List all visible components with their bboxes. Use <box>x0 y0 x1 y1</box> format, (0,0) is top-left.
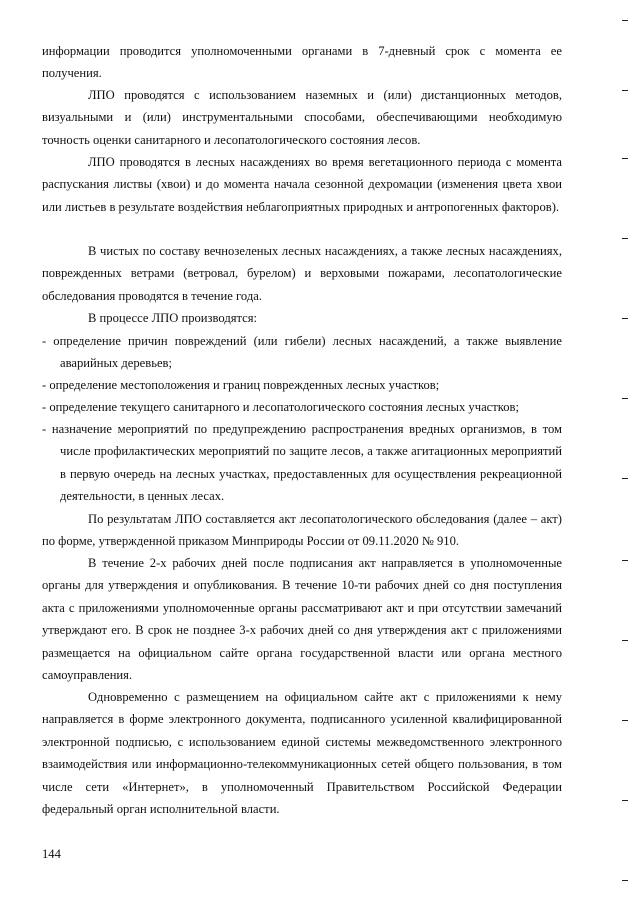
scan-mark <box>622 478 628 479</box>
list-item: - определение местоположения и границ поврежденных лесных участков; <box>42 378 440 392</box>
paragraph-approval: В течение 2-х рабочих дней после подписания акт направляется в уполномоченные органы для утверждения и опубликования. В течение 10-ти рабочих дней со дня поступления акта с приложениями уполномоченные органы рассматривают акт и при отсутствии замечаний утверждают его. В срок не позднее 3-х рабочих дней со дня утверждения акт с приложениями размещается на официальном сайте органа государственной власти или органа местного самоуправления. <box>42 556 562 683</box>
list-item: - определение текущего санитарного и лесопатологического состояния лесных участков; <box>42 400 519 414</box>
scan-mark <box>622 800 628 801</box>
scan-mark <box>622 158 628 159</box>
scan-mark <box>622 880 628 881</box>
scan-mark <box>622 90 628 91</box>
scan-mark <box>622 238 628 239</box>
paragraph-publication: Одновременно с размещением на официальном сайте акт с приложениями к нему направляется в форме электронного документа, подписанного усиленной квалифицированной электронной подписью, с использованием единой системы межведомственного электронного взаимодействия или информационно-телекоммуникационных сетей общего пользования, в том числе сети «Интернет», в уполномоченный Правительством Российской Федерации федеральный орган исполнительной власти. <box>42 690 562 817</box>
scan-mark <box>622 560 628 561</box>
paragraph-evergreen: В чистых по составу вечнозеленых лесных насаждениях, а также лесных насаждениях, поврежденных ветрами (ветровал, бурелом) и верховыми пожарами, лесопатологические обследования проводятся в течение года. <box>42 244 562 303</box>
scan-mark <box>622 640 628 641</box>
scan-mark <box>622 20 628 21</box>
list-item: - назначение мероприятий по предупреждению распространения вредных организмов, в том числе профилактических мероприятий по защите лесов, а также агитационных мероприятий в первую очередь на лесных участках, предоставленных для осуществления рекреационной деятельности, в ценных лесах. <box>42 422 562 504</box>
scan-mark <box>622 398 628 399</box>
paragraph-process-intro: В процессе ЛПО производятся: <box>88 311 258 325</box>
list-item: - определение причин повреждений (или гибели) лесных насаждений, а также выявление аварийных деревьев; <box>42 334 562 371</box>
paragraph-methods: ЛПО проводятся с использованием наземных и (или) дистанционных методов, визуальными и (или) инструментальными способами, обеспечивающими необходимую точность оценки санитарного и лесопатологического состояния лесов. <box>42 88 562 147</box>
paragraph-period: ЛПО проводятся в лесных насаждениях во время вегетационного периода с момента распускания листвы (хвои) и до момента начала сезонной дехромации (изменения цвета хвои или листьев в результате воздействия неблагоприятных природных и антропогенных факторов). <box>42 155 562 214</box>
scan-mark <box>622 318 628 319</box>
page-number: 144 <box>42 847 61 861</box>
paragraph-act: По результатам ЛПО составляется акт лесопатологического обследования (далее – акт) по форме, утвержденной приказом Минприроды России от 09.11.2020 № 910. <box>42 512 562 549</box>
paragraph-continuation: информации проводится уполномоченными органами в 7-дневный срок с момента ее получения. <box>42 44 562 81</box>
scan-mark <box>622 720 628 721</box>
